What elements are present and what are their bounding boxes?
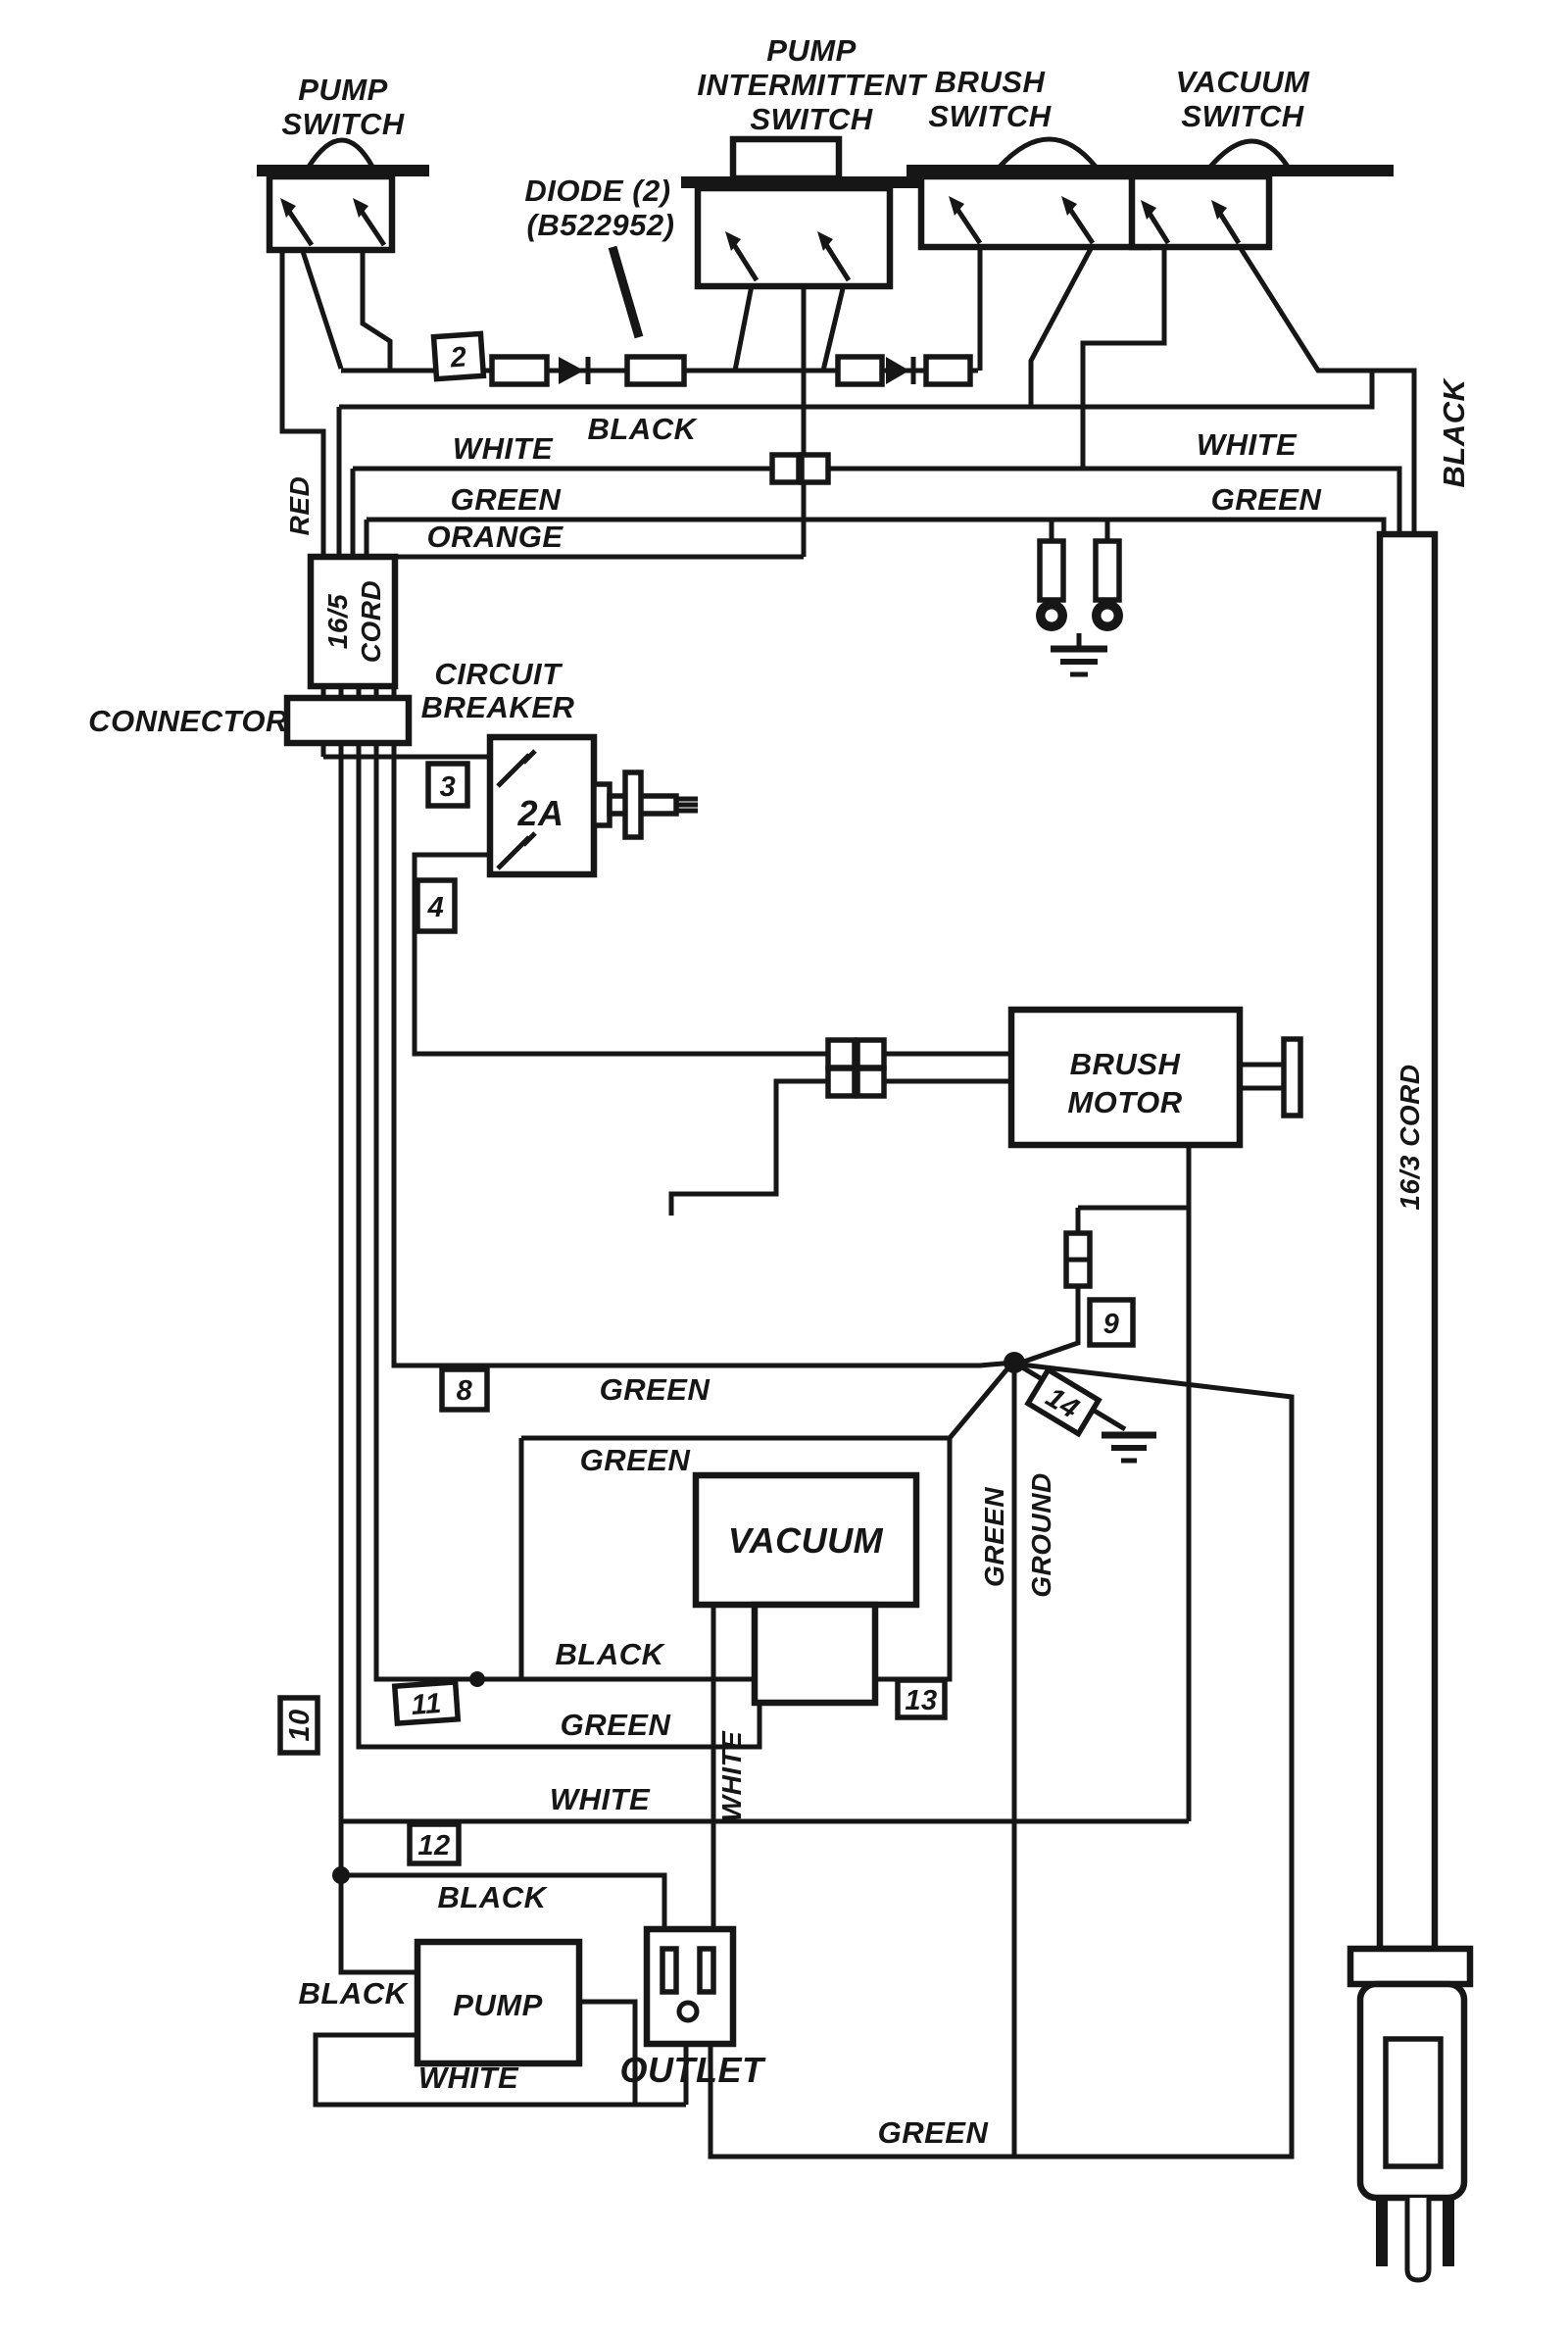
- svg-text:14: 14: [1040, 1381, 1085, 1425]
- svg-text:2: 2: [449, 341, 468, 374]
- green-label: GREEN: [599, 1372, 710, 1407]
- svg-text:CORD: CORD: [356, 579, 386, 664]
- wire-tag-10: [280, 1698, 318, 1753]
- junction-dot: [1004, 1352, 1025, 1373]
- inline-terminal: [838, 357, 882, 384]
- green-label: GREEN: [1210, 482, 1322, 517]
- connector-label: CONNECTOR: [88, 704, 288, 738]
- power-plug: [1350, 1949, 1470, 2280]
- wire-tag-9: [1090, 1300, 1133, 1345]
- outlet-slot-icon: [700, 1949, 713, 1992]
- svg-text:SWITCH: SWITCH: [750, 102, 873, 136]
- svg-text:MOTOR: MOTOR: [1067, 1085, 1183, 1119]
- svg-text:8: 8: [456, 1375, 473, 1407]
- cord-16-3-label: 16/3 CORD: [1395, 1064, 1425, 1211]
- green-label: GREEN: [979, 1486, 1009, 1588]
- connector-box: [287, 698, 409, 743]
- breaker-rating-label: 2A: [517, 793, 564, 833]
- cord-risers: [339, 407, 367, 557]
- wire-tag-11: [395, 1682, 458, 1723]
- ground-14-icon: [1102, 1435, 1156, 1461]
- wire-breaker-to-motor: [415, 855, 1011, 1054]
- orange-label: ORANGE: [426, 520, 564, 554]
- svg-text:11: 11: [410, 1687, 443, 1722]
- wire-tag-2: [434, 333, 484, 378]
- diode-leader-line: [612, 247, 639, 337]
- green-label: GREEN: [450, 482, 562, 517]
- black-label: BLACK: [555, 1637, 664, 1671]
- svg-text:9: 9: [1102, 1309, 1120, 1340]
- brush-switch-label: BRUSH: [934, 65, 1046, 99]
- white-label: WHITE: [1196, 427, 1298, 462]
- vacuum-unit: [696, 1475, 916, 1703]
- wire-motor-second: [671, 1081, 1011, 1216]
- inline-terminal: [627, 357, 684, 384]
- svg-text:BREAKER: BREAKER: [420, 690, 575, 724]
- rocker-icon: [1210, 141, 1288, 167]
- rocker-icon: [1000, 139, 1096, 167]
- wire-tag-12: [410, 1824, 459, 1863]
- junction-dot: [469, 1671, 485, 1687]
- black-label: BLACK: [298, 1976, 408, 2011]
- cord-16-5-label: 16/5: [322, 593, 353, 650]
- wire-tag-4: [417, 880, 455, 931]
- black-label: BLACK: [1437, 378, 1471, 488]
- pump-intermittent-switch: [681, 139, 943, 286]
- labels: [88, 33, 1471, 2150]
- intermittent-switch-label: PUMP: [766, 33, 857, 68]
- wire-black-pump: [341, 1875, 417, 1972]
- svg-text:SWITCH: SWITCH: [281, 107, 405, 141]
- ring-terminals-ground: [1036, 541, 1123, 674]
- wire-tag-3: [428, 764, 467, 806]
- plug-prong-icon: [1443, 2198, 1454, 2266]
- plug-cap: [1350, 1949, 1470, 1984]
- inline-connector: [828, 1040, 855, 1068]
- outlet: [647, 1929, 733, 2044]
- plug-prong-icon: [1407, 2198, 1429, 2280]
- inline-connector: [772, 455, 799, 482]
- black-label: BLACK: [437, 1880, 547, 1914]
- vacuum-base-box: [755, 1605, 875, 1703]
- svg-text:4: 4: [427, 892, 445, 923]
- svg-text:12: 12: [417, 1830, 451, 1862]
- brush-motor-label: BRUSH: [1069, 1047, 1181, 1081]
- cord-16-3-box: [1380, 534, 1435, 1949]
- vacuum-label: VACUUM: [727, 1520, 884, 1561]
- intermittent-switch-terminal-wires: [735, 280, 845, 557]
- red-label: RED: [284, 475, 315, 536]
- vacuum-switch: [1115, 141, 1394, 247]
- ground-label: GROUND: [1026, 1472, 1056, 1598]
- svg-text:10: 10: [284, 1709, 316, 1742]
- svg-text:(B522952): (B522952): [526, 208, 675, 242]
- svg-text:SWITCH: SWITCH: [1181, 99, 1304, 133]
- wire-tag-8: [442, 1369, 487, 1410]
- white-label: WHITE: [549, 1782, 651, 1816]
- inline-connector: [828, 1068, 855, 1096]
- plug-inner: [1386, 2039, 1441, 2166]
- outlet-slot-icon: [662, 1949, 676, 1992]
- green-label: GREEN: [579, 1443, 691, 1477]
- pump-switch: [257, 140, 429, 250]
- inline-connector: [858, 1068, 884, 1096]
- plug-prong-icon: [1376, 2198, 1388, 2266]
- svg-text:INTERMITTENT: INTERMITTENT: [697, 68, 926, 102]
- black-label: BLACK: [587, 412, 697, 446]
- circuit-breaker-label: CIRCUIT: [434, 657, 562, 691]
- outlet-label: OUTLET: [619, 2050, 764, 2090]
- rocker-icon: [309, 140, 372, 167]
- breaker-stud-icon: [594, 772, 698, 837]
- white-label: WHITE: [417, 2061, 519, 2095]
- svg-text:13: 13: [905, 1685, 938, 1716]
- diode-icon: [886, 357, 909, 384]
- vacuum-switch-label: VACUUM: [1175, 65, 1310, 99]
- brush-switch-terminal-wires: [980, 245, 1093, 407]
- pump-switch-label: PUMP: [298, 73, 388, 107]
- white-label: WHITE: [452, 431, 554, 466]
- svg-text:SWITCH: SWITCH: [928, 99, 1052, 133]
- diode-icon: [559, 357, 584, 384]
- wire-tag-13: [898, 1680, 945, 1717]
- motor-stud-icon: [1284, 1039, 1300, 1116]
- green-label: GREEN: [560, 1708, 671, 1742]
- white-label: WHITE: [716, 1730, 747, 1822]
- inline-terminal: [492, 357, 547, 384]
- pump-label: PUMP: [453, 1988, 543, 2022]
- inline-connector: [802, 455, 828, 482]
- diode-label: DIODE (2): [524, 174, 671, 208]
- green-label: GREEN: [877, 2115, 989, 2150]
- inline-connector: [858, 1040, 884, 1068]
- inline-terminal: [926, 357, 970, 384]
- svg-text:3: 3: [439, 771, 457, 803]
- junction-dot: [332, 1866, 350, 1884]
